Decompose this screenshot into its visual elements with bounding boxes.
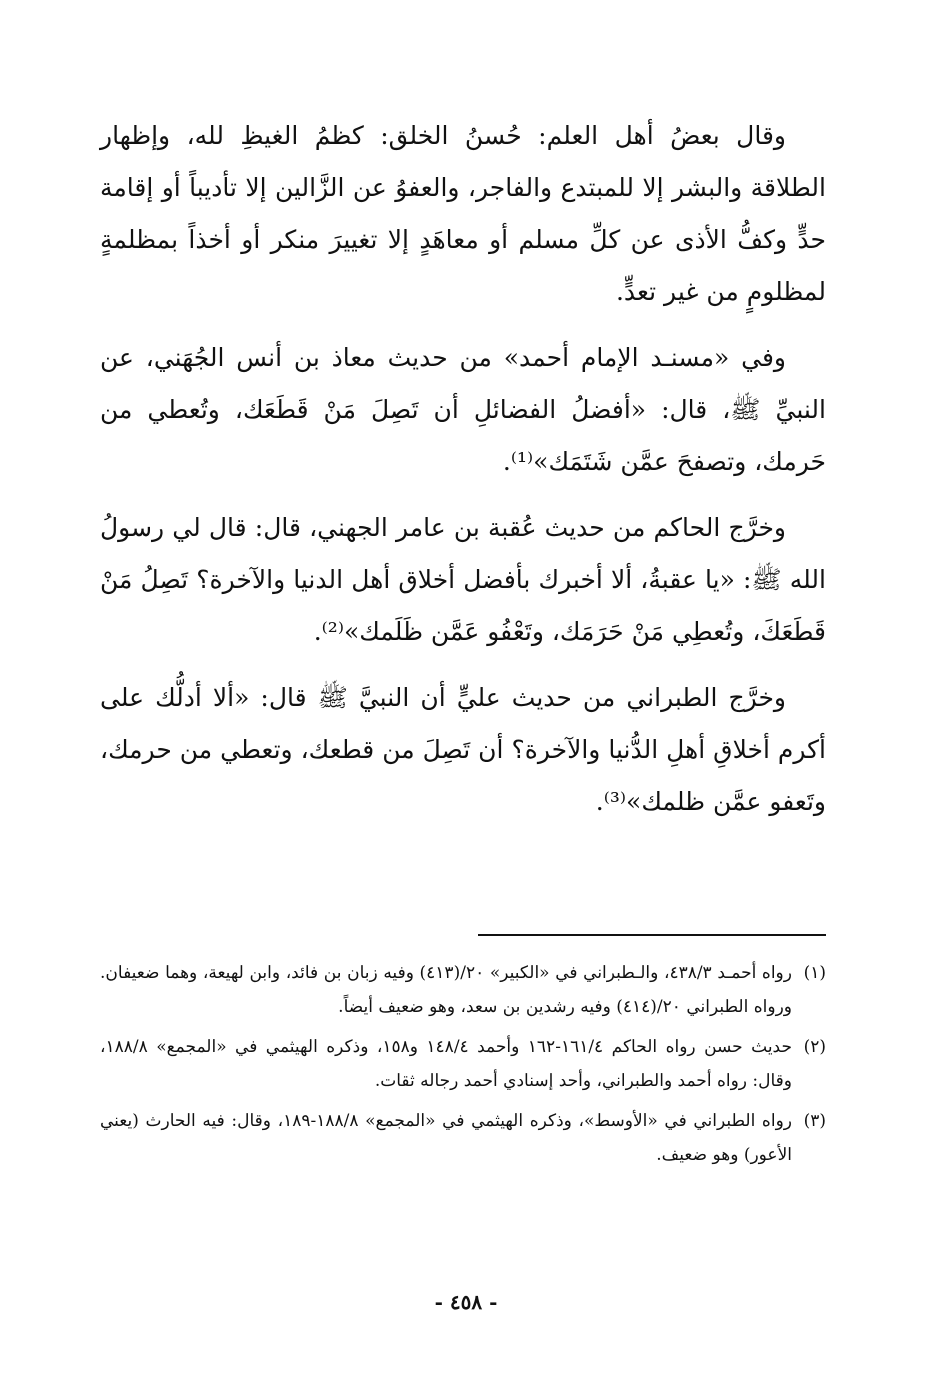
footnote-text: رواه الطبراني في «الأوسط»، وذكره الهيثمي في «المجمع» ١٨٨/٨-١٨٩، وقال: فيه الحارث (يعني الأعور) وهو ضعيف. xyxy=(100,1111,792,1165)
footnote xyxy=(100,1030,826,1098)
page-number: - ٤٥٨ - xyxy=(434,1290,498,1314)
footnote-number: (١) xyxy=(803,963,826,983)
paragraph: وخرَّج الطبراني من حديث عليٍّ أن النبيَّ ﷺ قال: «ألا أدلُّك على أكرم أخلاقِ أهلِ الدُّنيا والآخرة؟ أن تَصِلَ من قطعك، وتعطي من حرمك، وتَعفو عمَّن ظلمك»⁽³⁾. xyxy=(100,683,826,816)
footnote xyxy=(100,956,826,1024)
footnote-number: (٢) xyxy=(803,1037,826,1057)
footnote xyxy=(100,1104,826,1172)
footnotes xyxy=(100,956,826,1178)
paragraph: وخرَّج الحاكم من حديث عُقبة بن عامر الجهني، قال: قال لي رسولُ الله ﷺ: «يا عقبةُ، ألا أخبرك بأفضل أخلاق أهل الدنيا والآخرة؟ تَصِلُ مَنْ قَطَعَكَ، وتُعطِي مَنْ حَرَمَك، وتَعْفُو عَمَّن ظَلَمك»⁽²⁾. xyxy=(100,513,826,646)
footnote-number: (٣) xyxy=(803,1111,826,1131)
paragraph: وفي «مسنـد الإمام أحمد» من حديث معاذ بن أنس الجُهَني، عن النبيِّ ﷺ، قال: «أفضلُ الفضائلِ أن تَصِلَ مَنْ قَطَعَك، وتُعطي من حَرمك، وتصفحَ عمَّن شَتَمَك»⁽¹⁾. xyxy=(100,343,826,476)
footnote-text: حديث حسن رواه الحاكم ١٦١/٤-١٦٢ وأحمد ١٤٨/٤ و١٥٨، وذكره الهيثمي في «المجمع» ١٨٨/٨، وقال: رواه أحمد والطبراني، وأحد إسنادي أحمد رجاله ثقات. xyxy=(100,1037,792,1091)
paragraph: وقال بعضُ أهل العلم: حُسنُ الخلق: كظمُ الغيظِ لله، وإظهار الطلاقة والبشر إلا للمبتدع والفاجر، والعفوُ عن الزَّالين إلا تأديباً أو إقامة حدٍّ وكفُّ الأذى عن كلِّ مسلم أو معاهَدٍ إلا تغييرَ منكر أو أخذاً بمظلمةٍ لمظلومٍ من غير تعدٍّ. xyxy=(100,121,826,306)
footnote-text: رواه أحمـد ٤٣٨/٣، والـطبراني في «الكبير» ٢٠/(٤١٣) وفيه زبان بن فائد، وابن لهيعة، وهما ضعيفان. ورواه الطبراني ٢٠/(٤١٤) وفيه رشدين بن سعد، وهو ضعيف أيضاً. xyxy=(100,963,792,1017)
footnote-divider xyxy=(478,934,826,936)
main-text xyxy=(100,110,826,842)
